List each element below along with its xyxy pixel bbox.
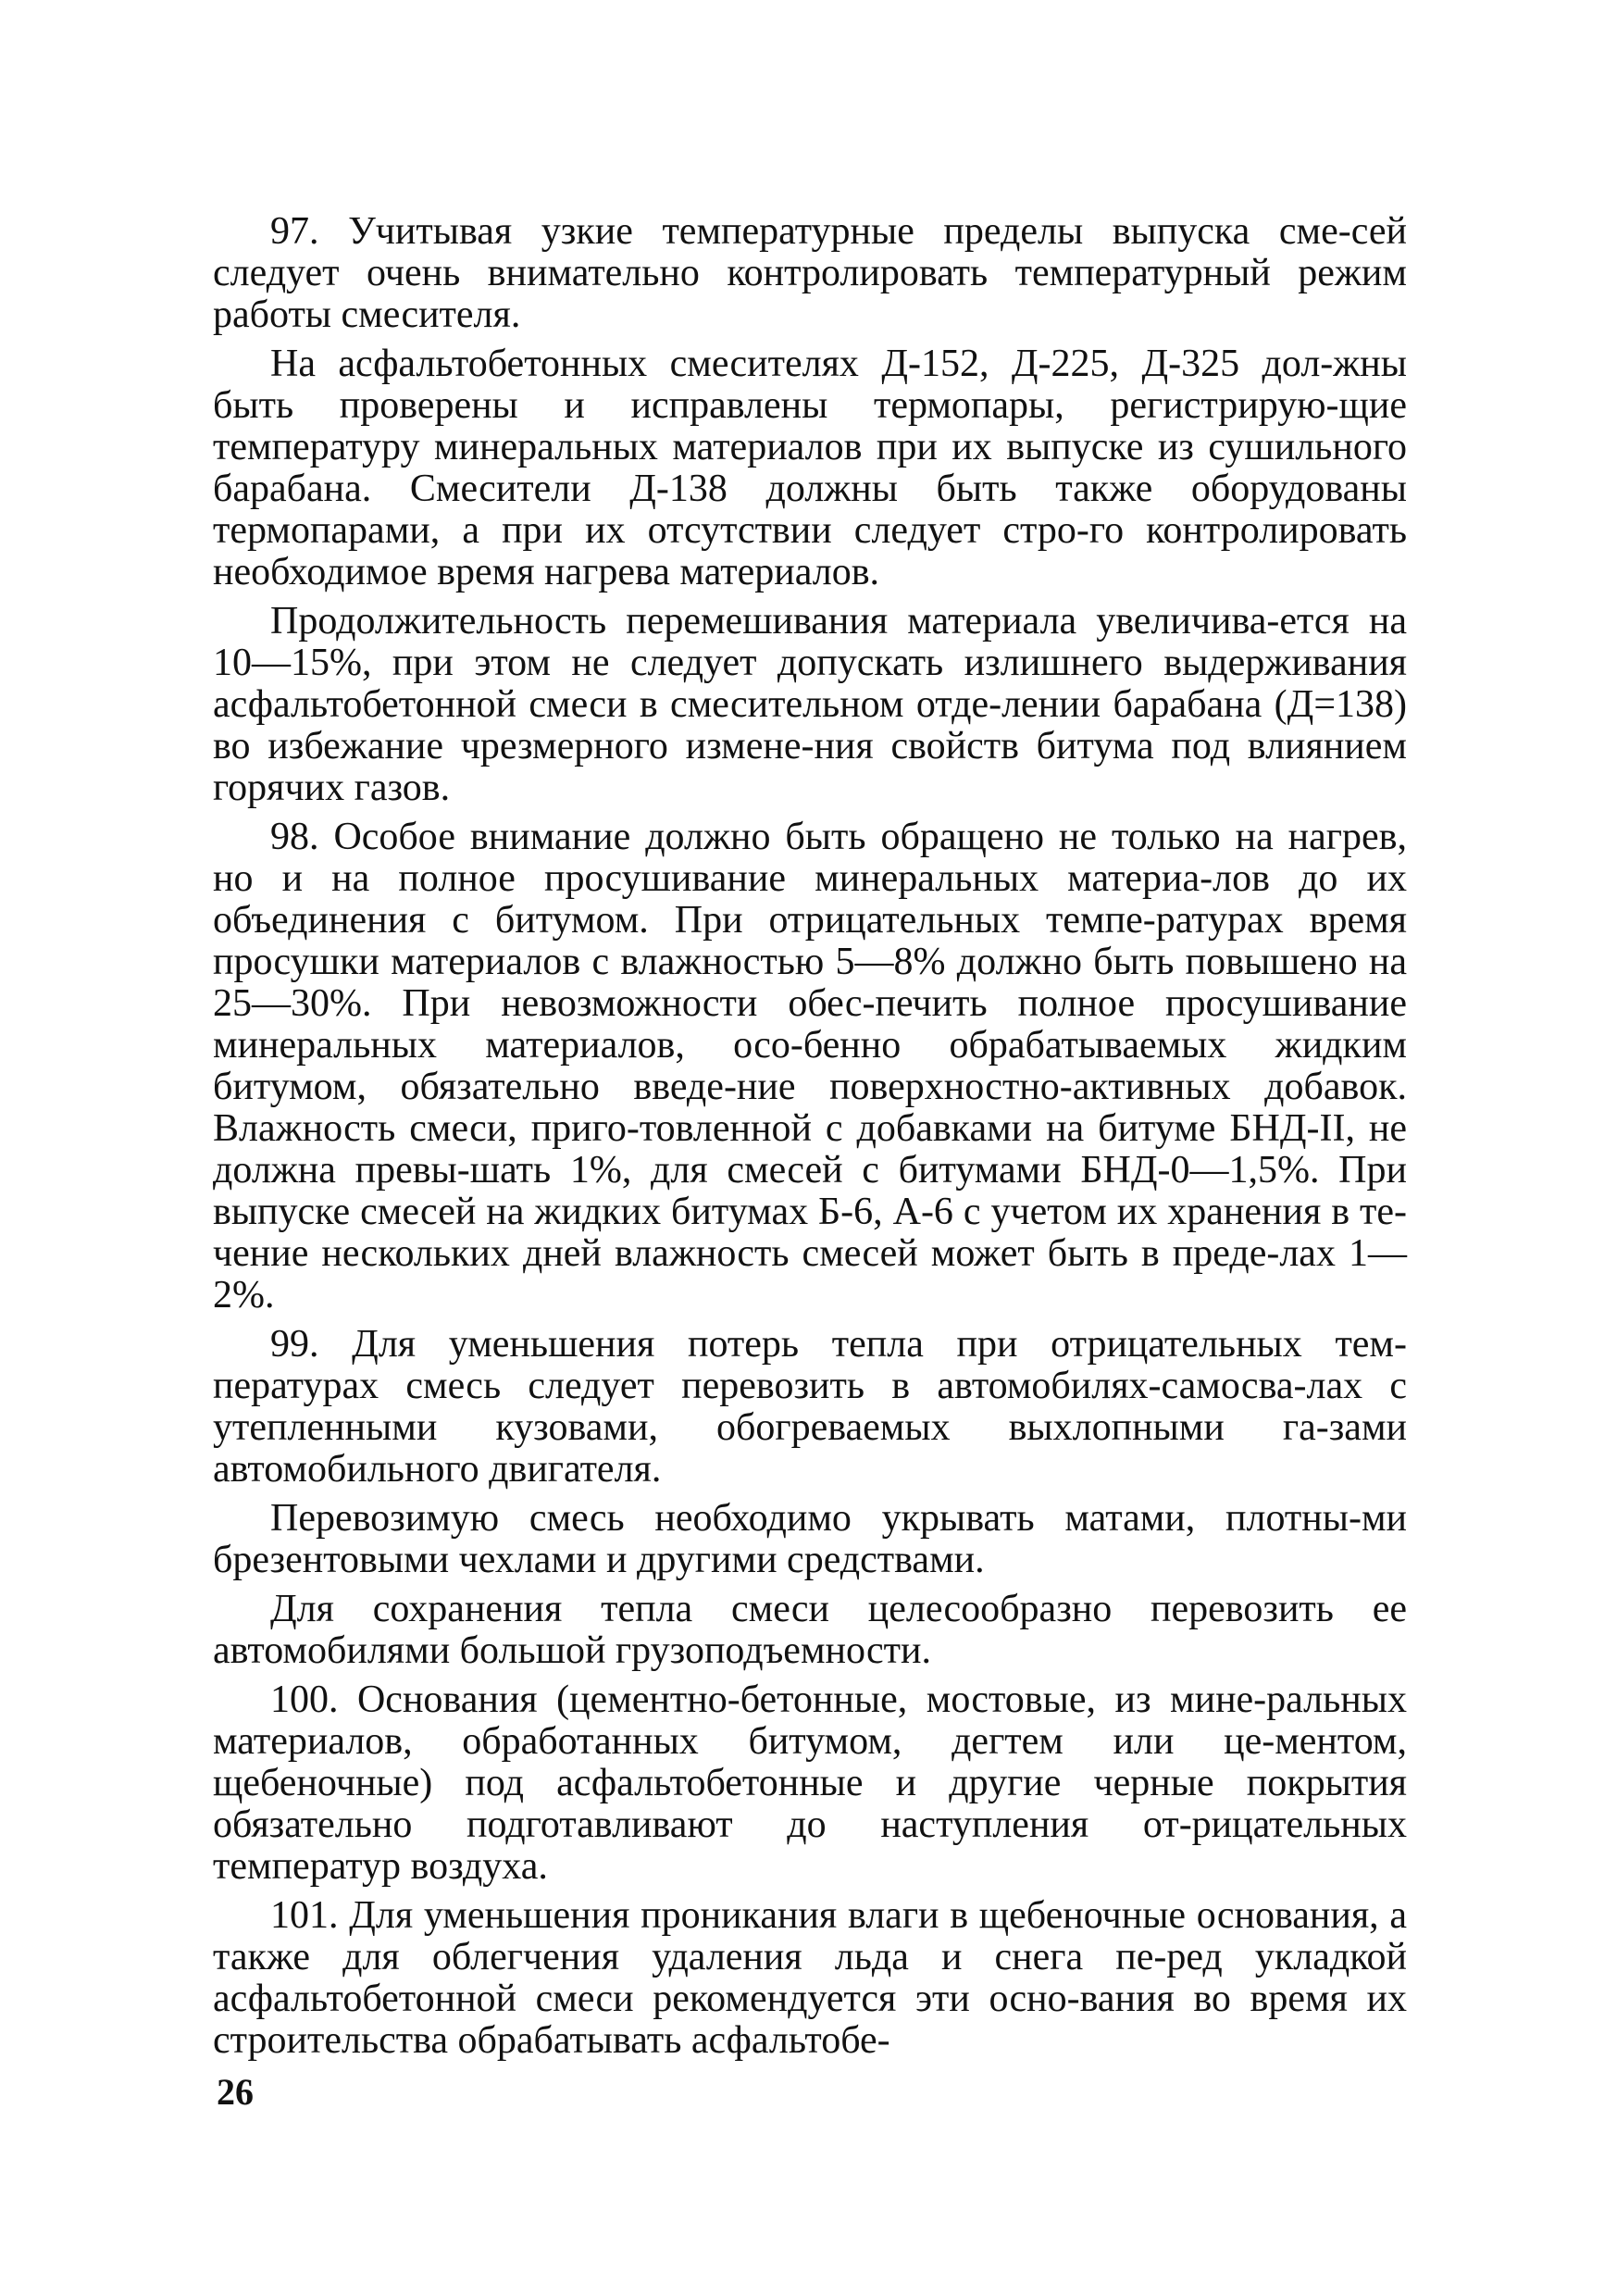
paragraph-99: 99. Для уменьшения потерь тепла при отрицательных тем-пературах смесь следует перевозить в автомобилях-самосва-лах с утепленными кузовами, обогреваемых выхлопными га-зами автомобильного двигателя.: [213, 1323, 1407, 1491]
paragraph-97-thermocouples: На асфальтобетонных смесителях Д-152, Д-225, Д-325 дол-жны быть проверены и исправлены термопары, регистрирую-щие температуру минеральных материалов при их выпуске из сушильного барабана. Смесители Д-138 должны быть также оборудованы термопарами, а при их отсутствии следует стро-го контролировать необходимое время нагрева материалов.: [213, 343, 1407, 593]
paragraph-100: 100. Основания (цементно-бетонные, мостовые, из мине-ральных материалов, обработанных битумом, дегтем или це-ментом, щебеночные) под асфальтобетонные и другие черные покрытия обязательно подготавливают до наступления от-рицательных температур воздуха.: [213, 1678, 1407, 1888]
paragraph-101: 101. Для уменьшения проникания влаги в щебеночные основания, а также для облегчения удаления льда и снега пе-ред укладкой асфальтобетонной смеси рекомендуется эти осно-вания во время их строительства обрабатывать асфальтобе-: [213, 1894, 1407, 2062]
paragraph-97: 97. Учитывая узкие температурные пределы выпуска сме-сей следует очень внимательно контролировать температурный режим работы смесителя.: [213, 210, 1407, 336]
paragraph-98: 98. Особое внимание должно быть обращено не только на нагрев, но и на полное просушивание минеральных материа-лов до их объединения с битумом. При отрицательных темпе-ратурах время просушки материалов с влажностью 5—8% должно быть повышено на 25—30%. При невозможности обес-печить полное просушивание минеральных материалов, осо-бенно обрабатываемых жидким битумом, обязательно введе-ние поверхностно-активных добавок. Влажность смеси, приго-товленной с добавками на битуме БНД-II, не должна превы-шать 1%, для смесей с битумами БНД-0—1,5%. При выпуске смесей на жидких битумах Б-6, А-6 с учетом их хранения в те-чение нескольких дней влажность смесей может быть в преде-лах 1—2%.: [213, 816, 1407, 1316]
paragraph-99-trucks: Для сохранения тепла смеси целесообразно перевозить ее автомобилями большой грузоподъемности.: [213, 1588, 1407, 1672]
paragraph-99-covering: Перевозимую смесь необходимо укрывать матами, плотны-ми брезентовыми чехлами и другими средствами.: [213, 1497, 1407, 1581]
page-number: 26: [217, 2071, 254, 2113]
paragraph-97-mixing-duration: Продолжительность перемешивания материала увеличива-ется на 10—15%, при этом не следует допускать излишнего выдерживания асфальтобетонной смеси в смесительном отде-лении барабана (Д=138) во избежание чрезмерного измене-ния свойств битума под влиянием горячих газов.: [213, 600, 1407, 809]
page-body: [213, 211, 1407, 2069]
